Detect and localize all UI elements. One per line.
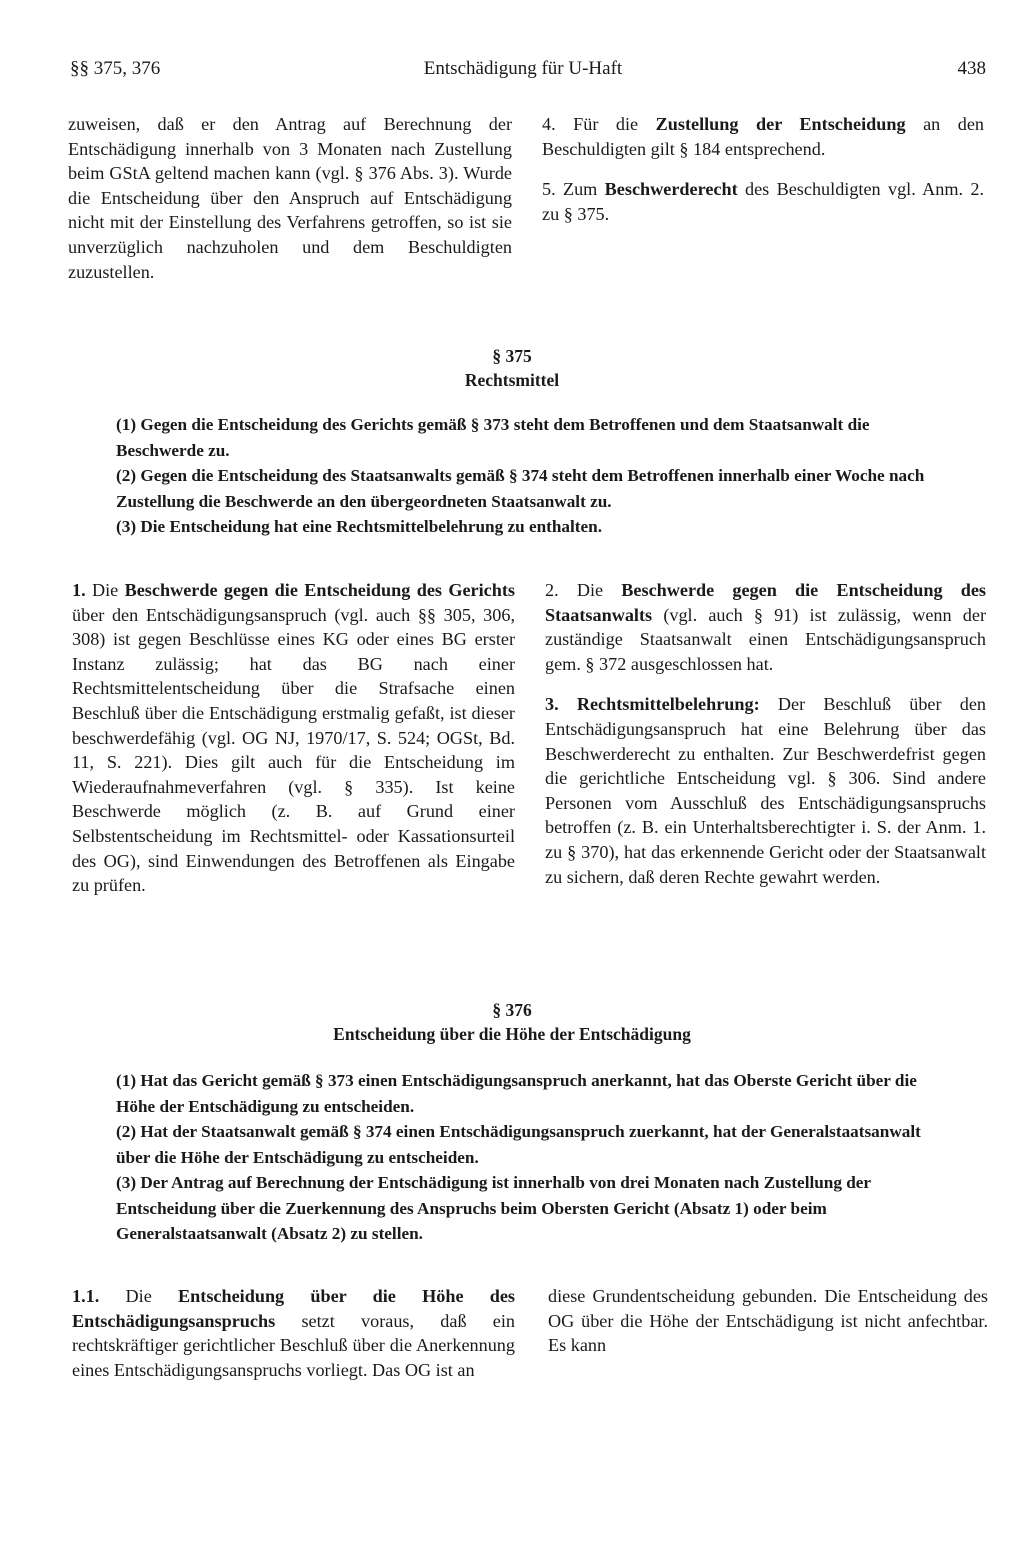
section-375-title: Rechtsmittel	[464, 370, 560, 390]
header-title: Entschädigung für U-Haft	[423, 58, 623, 79]
section-375-number: § 375	[492, 346, 532, 366]
section-376-notes-right	[548, 1284, 988, 1374]
header-section-ref: §§ 375, 376	[70, 58, 161, 79]
continuation-paragraph: zuweisen, daß er den Antrag auf Berechnung der Entschädigung innerhalb von 3 Monaten nach Zustellung beim GStA geltend machen kann (vgl. § 376 Abs. 3). Wurde die Entscheidung über den Anspruch auf Entschädigung nicht mit der Einstellung des Verfahrens getroffen, so ist sie unverzüglich nachzuholen und dem Beschuldigten zuzustellen.	[68, 114, 512, 282]
section-376-notes-left	[72, 1284, 515, 1398]
section-375-notes-right	[545, 578, 986, 905]
law-paragraph: (1) Hat das Gericht gemäß § 373 einen Entschädigungsanspruch anerkannt, hat das Oberste Gericht über die Höhe der Entschädigung zu entscheiden.	[116, 1071, 917, 1116]
law-paragraph: (3) Der Antrag auf Berechnung der Entschädigung ist innerhalb von drei Monaten nach Zustellung der Entscheidung über die Zuerkennung des Anspruchs beim Obersten Gericht (Absatz 1) oder beim Generalstaatsanwalt (Absatz 2) zu stellen.	[116, 1173, 871, 1243]
note-3: 3. Rechtsmittelbelehrung: Der Beschluß über den Entschädigungsanspruch hat eine Belehrung über das Beschwerderecht zu enthalten. Zur Beschwerdefrist gegen die gerichtliche Entscheidung vgl. § 306. Sind andere Personen vom Ausschluß des Entschädigungsanspruchs betroffen (z. B. ein Unterhaltsberechtigter i. S. der Anm. 1. zu § 370), hat das erkennende Gericht oder der Staatsanwalt zu sichern, daß deren Rechte gewahrt werden.	[545, 694, 986, 887]
note-1: 1. Die Beschwerde gegen die Entscheidung des Gerichts über den Entschädigungsanspruch (vgl. auch §§ 305, 306, 308) ist gegen Beschlüsse eines KG oder eines BG erster Instanz zulässig; hat das BG nach einer Rechtsmittelentscheidung über die Strafsache einen Beschluß über die Entschädigung erstmalig gefaßt, ist dieser beschwerdefähig (vgl. OG NJ, 1970/17, S. 524; OGSt, Bd. 11, S. 221). Dies gilt auch für die Entscheidung im Wiederaufnahmeverfahren (vgl. § 335). Ist keine Beschwerde möglich (z. B. auf Grund einer Selbstentscheidung im Rechtsmittel- oder Kassationsurteil des OG), sind Einwendungen des Betroffenen als Eingabe zu prüfen.	[72, 580, 515, 896]
top-left-column	[68, 112, 512, 300]
top-right-column	[542, 112, 984, 242]
page-number: 438	[957, 58, 986, 79]
law-paragraph: (2) Hat der Staatsanwalt gemäß § 374 einen Entschädigungsanspruch zuerkannt, hat der Generalstaatsanwalt über die Höhe der Entschädigung zu entscheiden.	[116, 1122, 921, 1167]
section-376-law-text	[116, 1068, 946, 1247]
law-paragraph: (3) Die Entscheidung hat eine Rechtsmittelbelehrung zu enthalten.	[116, 517, 603, 536]
section-376-title: Entscheidung über die Höhe der Entschädigung	[333, 1024, 691, 1044]
note-1-1: 1.1. Die Entscheidung über die Höhe des Entschädigungsanspruchs setzt voraus, daß ein rechtskräftiger gerichtlicher Beschluß über die Anerkennung eines Entschädigungsanspruchs vorliegt. Das OG ist an	[72, 1286, 516, 1380]
note-5: 5. Zum Beschwerderecht des Beschuldigten vgl. Anm. 2. zu § 375.	[542, 179, 984, 224]
law-paragraph: (1) Gegen die Entscheidung des Gerichts gemäß § 373 steht dem Betroffenen und dem Staatsanwalt die Beschwerde zu.	[116, 415, 870, 460]
section-376-number: § 376	[492, 1000, 532, 1020]
section-375-law-text	[116, 412, 944, 540]
section-375-notes-left	[72, 578, 515, 914]
law-paragraph: (2) Gegen die Entscheidung des Staatsanwalts gemäß § 374 steht dem Betroffenen innerhalb einer Woche nach Zustellung die Beschwerde an den übergeordneten Staatsanwalt zu.	[116, 466, 925, 511]
note-4: 4. Für die Zustellung der Entscheidung an den Beschuldigten gilt § 184 entsprechend.	[542, 114, 984, 159]
note-1-1-continued: diese Grundentscheidung gebunden. Die Entscheidung des OG über die Höhe der Entschädigung ist nicht anfechtbar. Es kann	[548, 1286, 988, 1356]
note-2: 2. Die Beschwerde gegen die Entscheidung des Staatsanwalts (vgl. auch § 91) ist zulässig, wenn der zuständige Staatsanwalt einen Entschädigungsanspruch gem. § 372 ausgeschlossen hat.	[545, 580, 987, 674]
page-header	[60, 58, 986, 88]
